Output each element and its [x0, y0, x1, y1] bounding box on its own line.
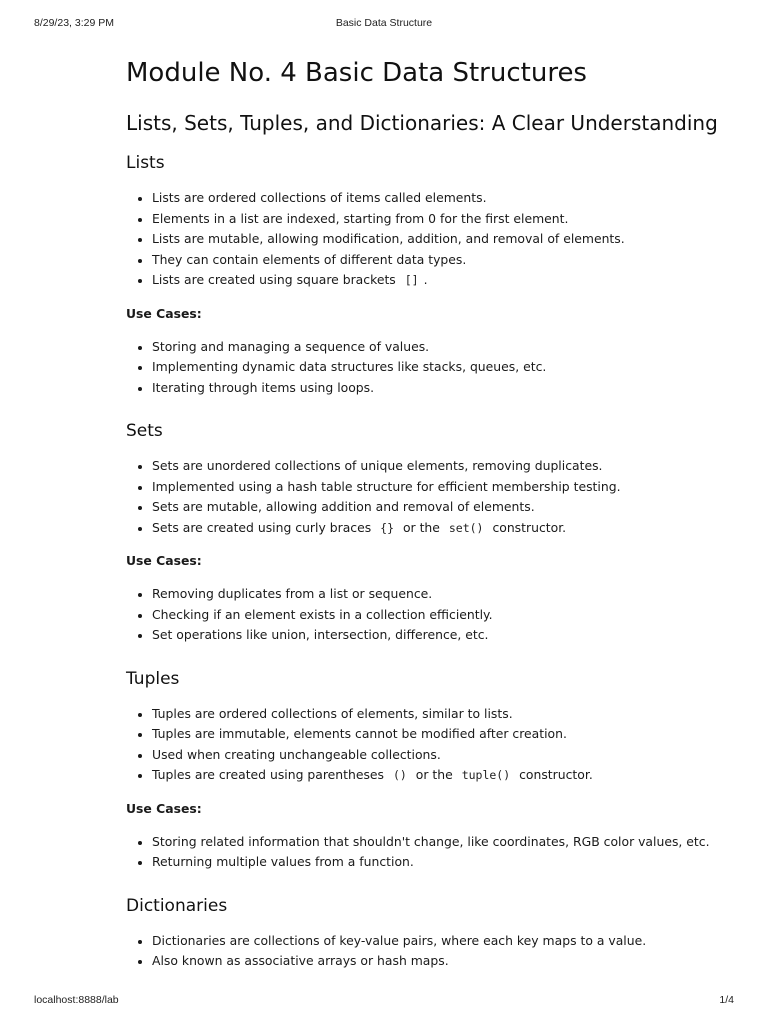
document-body [126, 56, 726, 986]
print-page-number: 1/4 [719, 994, 734, 1006]
list-item: • Sets are mutable, allowing addition and removal of elements. [152, 497, 726, 518]
list-item: • Sets are unordered collections of unique elements, removing duplicates. [152, 456, 726, 477]
list-item: • Returning multiple values from a function. [152, 852, 726, 873]
list-item: • Tuples are ordered collections of elements, similar to lists. [152, 704, 726, 725]
sets-use-cases [126, 584, 726, 646]
list-item: • Checking if an element exists in a collection efficiently. [152, 605, 726, 626]
lists-points [126, 188, 726, 291]
code-snippet: set() [448, 520, 484, 535]
tuples-points [126, 704, 726, 786]
text: or the [402, 519, 440, 535]
code-snippet: {} [380, 520, 394, 535]
heading-lists: Lists [126, 153, 165, 173]
list-item: • Used when creating unchangeable collections. [152, 745, 726, 766]
heading-tuples: Tuples [126, 668, 180, 689]
list-item [152, 765, 726, 786]
list-item: • Implementing dynamic data structures like stacks, queues, etc. [152, 357, 726, 378]
list-item: • Lists are mutable, allowing modification, addition, and removal of elements. [152, 229, 726, 250]
list-item: • Also known as associative arrays or hash maps. [152, 951, 726, 972]
list-item: • Lists are ordered collections of items called elements. [152, 188, 726, 209]
list-item: • Storing and managing a sequence of values. [152, 337, 726, 358]
list-item: • Elements in a list are indexed, starting from 0 for the first element. [152, 209, 726, 230]
use-cases-label: Use Cases: [126, 800, 202, 816]
lists-use-cases [126, 337, 726, 399]
list-item: • Iterating through items using loops. [152, 378, 726, 399]
tuples-use-cases [126, 832, 726, 873]
list-item: • They can contain elements of different data types. [152, 250, 726, 271]
text: constructor. [519, 767, 593, 782]
print-title: Basic Data Structure [335, 17, 433, 29]
text: or the [415, 767, 453, 782]
text: constructor. [492, 519, 567, 535]
print-url: localhost:8888/lab [34, 994, 119, 1006]
sets-points [126, 456, 726, 538]
text: Sets are created using curly braces [152, 519, 372, 535]
list-item: • Tuples are immutable, elements cannot be modified after creation. [152, 724, 726, 745]
list-item: • Implemented using a hash table structure for efficient membership testing. [152, 477, 726, 498]
dictionaries-points [126, 931, 726, 972]
list-item [152, 518, 726, 539]
use-cases-label: Use Cases: [126, 305, 202, 321]
text: . [423, 272, 428, 287]
print-header [34, 17, 734, 31]
section-subtitle: Lists, Sets, Tuples, and Dictionaries: A Clear Understanding [126, 111, 718, 135]
code-snippet: [] [404, 273, 419, 287]
list-item: • Storing related information that shouldn't change, like coordinates, RGB color values, etc. [152, 832, 726, 853]
heading-sets: Sets [126, 421, 163, 441]
page-title: Module No. 4 Basic Data Structures [126, 58, 587, 88]
print-datetime: 8/29/23, 3:29 PM [34, 17, 114, 29]
use-cases-label: Use Cases: [126, 553, 202, 568]
text: Tuples are created using parentheses [152, 767, 385, 782]
print-footer [34, 994, 734, 1008]
list-item: • Dictionaries are collections of key-value pairs, where each key maps to a value. [152, 931, 726, 952]
list-item: • Set operations like union, intersection, difference, etc. [152, 625, 726, 646]
text: Lists are created using square brackets [152, 272, 396, 287]
code-snippet: tuple() [461, 768, 511, 782]
heading-dictionaries: Dictionaries [126, 895, 228, 916]
list-item: • Removing duplicates from a list or sequence. [152, 584, 726, 605]
list-item [152, 270, 726, 291]
code-snippet: () [392, 768, 407, 782]
